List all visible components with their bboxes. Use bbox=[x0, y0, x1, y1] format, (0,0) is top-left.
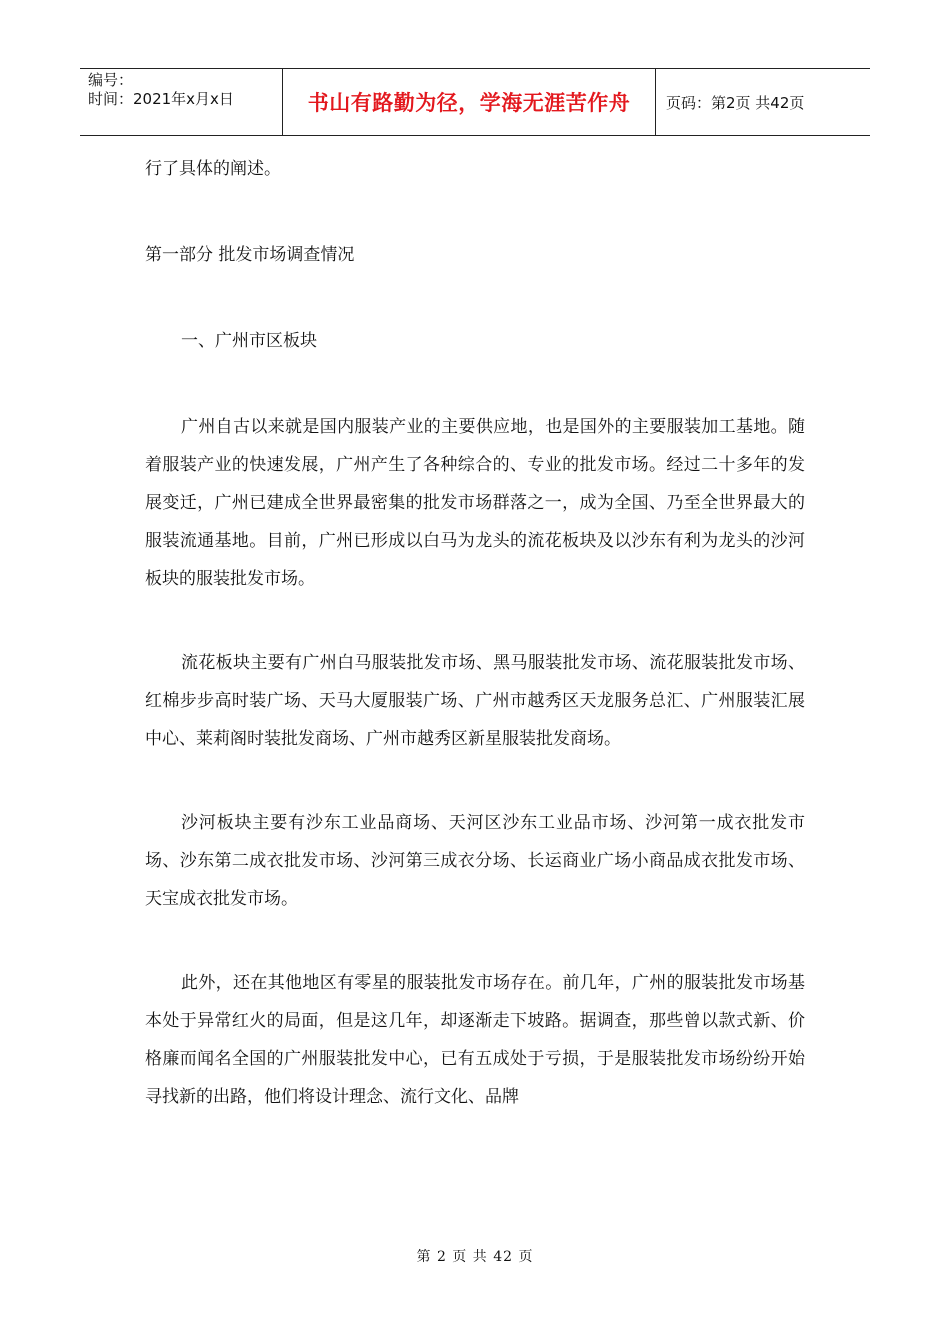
section-heading: 第一部分 批发市场调查情况 bbox=[145, 245, 355, 265]
paragraph-overview: 广州自古以来就是国内服装产业的主要供应地，也是国外的主要服装加工基地。随着服装产业的快速发展，广州产生了各种综合的、专业的批发市场。经过二十多年的发展变迁，广州已建成全世界最密集的批发市场群落之一，成为全国、乃至全世界最大的服装流通基地。目前，广州已形成以白马为龙头的流花板块及以沙东有利为龙头的沙河板块的服装批发市场。 bbox=[145, 417, 805, 589]
paragraph-shahe: 沙河板块主要有沙东工业品商场、天河区沙东工业品市场、沙河第一成衣批发市场、沙东第二成衣批发市场、沙河第三成衣分场、长运商业广场小商品成衣批发市场、天宝成衣批发市场。 bbox=[145, 813, 805, 909]
document-body bbox=[145, 150, 805, 1116]
number-label: 编号： bbox=[88, 71, 134, 89]
header-motto: 书山有路勤为径，学海无涯苦作舟 bbox=[282, 69, 656, 135]
paragraph-other: 此外，还在其他地区有零星的服装批发市场存在。前几年，广州的服装批发市场基本处于异常红火的局面，但是这几年，却逐渐走下坡路。据调查，那些曾以款式新、价格廉而闻名全国的广州服装批发中心，已有五成处于亏损，于是服装批发市场纷纷开始寻找新的出路，他们将设计理念、流行文化、品牌 bbox=[145, 973, 805, 1107]
header-meta bbox=[80, 69, 282, 135]
paragraph-continuation: 行了具体的阐述。 bbox=[145, 159, 281, 179]
date-label: 时间：2021年x月x日 bbox=[88, 90, 234, 108]
subsection-heading: 一、广州市区板块 bbox=[181, 331, 317, 351]
header-page-label: 页码：第2页 共42页 bbox=[666, 93, 805, 112]
paragraph-liuhua: 流花板块主要有广州白马服装批发市场、黑马服装批发市场、流花服装批发市场、红棉步步高时装广场、天马大厦服装广场、广州市越秀区天龙服务总汇、广州服装汇展中心、莱莉阁时装批发商场、广州市越秀区新星服装批发商场。 bbox=[145, 653, 805, 749]
page-header bbox=[80, 68, 870, 136]
page-footer: 第 2 页 共 42 页 bbox=[416, 1249, 534, 1265]
